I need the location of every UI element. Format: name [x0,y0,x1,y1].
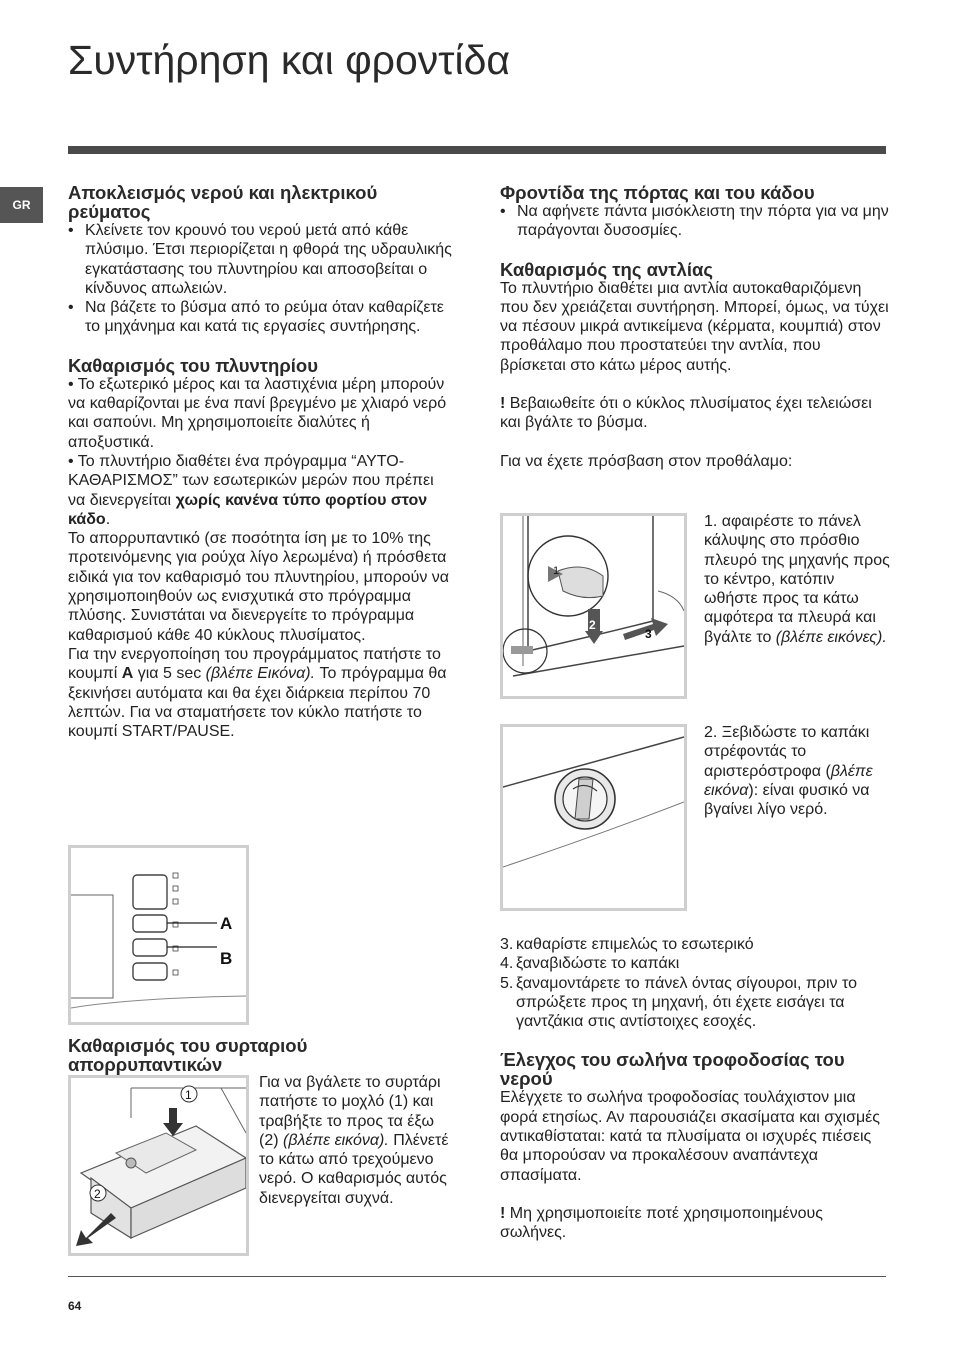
heading-water-power: Αποκλεισμός νερού και ηλεκτρικού ρεύματος [68,182,378,222]
detergent-drawer-figure [68,1075,249,1256]
list-item: 3. καθαρίστε επιμελώς το εσωτερικό [500,936,754,953]
pump-cap-figure [500,724,687,911]
list-item: 4. ξαναβιδώστε το καπάκι [500,955,680,973]
warning-icon: ! [500,1204,506,1222]
list-item: • Κλείνετε τον κρουνό του νερού μετά από κάθε πλύσιμο. Έτσι περιορίζεται η φθορά της υδραυλικής εγκατάστασης του πλυντηρίου και αποσοβείται ο κίνδυνος απωλειών. [68,221,453,298]
control-panel-illustration [71,848,246,1022]
page-title: Συντήρηση και φροντίδα [68,37,511,83]
callout-3: 3 [645,627,652,641]
list-item: • Να βάζετε το βύσμα από το ρεύμα όταν καθαρίζετε το μηχάνημα και κατά τις εργασίες συντήρησης. [68,298,453,337]
paragraph: Το πλυντήριο διαθέτει μια αντλία αυτοκαθαριζόμενη που δεν χρειάζεται συντήρηση. Μπορεί, όμως, να τύχει να πέσουν μικρά αντικείμενα (κέρματα, κουμπιά) στον προθάλαμο που προστατεύει την αντλία, που βρίσκεται στο κάτω μέρος αυτής. [500,279,889,374]
paragraph: Για να έχετε πρόσβαση στον προθάλαμο: [500,452,793,470]
paragraph: Το απορρυπαντικό (σε ποσότητα ίση με το 10% της προτεινόμενης για ρούχα λίγο λερωμένα) ή πρόσθετα ειδικά για τον καθαρισμό του πλυντηρίου, μπορούν να χρησιμοποιηθούν ως ενισχυτικά στο πρόγραμμα πλύσης. Συνιστάται να διενεργείτε το πρόγραμμα καθαρισμού κάθε 40 κύκλους πλυσίματος. [68,530,450,644]
left-column [68,183,453,741]
callout-1: 1 [185,1088,192,1102]
language-tab: GR [0,187,43,223]
page-number: 64 [68,1299,82,1313]
heading-pump-cleaning: Καθαρισμός της αντλίας [500,258,713,280]
pump-panel-illustration [503,516,684,696]
heading-machine-cleaning: Καθαρισμός του πλυντηρίου [68,354,319,376]
callout-2: 2 [589,618,596,632]
paragraph: • Το εξωτερικό μέρος και τα λαστιχένια μέρη μπορούν να καθαρίζονται με ένα πανί βρεγμένο με χλιαρό νερό και σαπούνι. Μη χρησιμοποιείτε διαλύτες ή αποξυστικά. [68,375,447,451]
pump-panel-figure [500,513,687,699]
callout-1: 1 [553,565,560,577]
label-b: B [220,949,233,968]
heading-hose-check: Έλεγχος του σωλήνα τροφοδοσίας του νερού [500,1049,845,1090]
warning-paragraph: ! Μη χρησιμοποιείτε ποτέ χρησιμοποιημένους σωλήνες. [500,1204,823,1242]
pump-step-2: 2. Ξεβιδώστε το καπάκι στρέφοντάς το αριστερόστροφα (βλέπε εικόνα): είναι φυσικό να βγαίνει λίγο νερό. [704,724,873,819]
control-panel-figure [68,845,249,1025]
drawer-text [259,1073,455,1208]
right-column [500,183,890,471]
pump-cap-illustration [503,727,684,908]
pump-step-1: 1. αφαιρέστε το πάνελ κάλυψης στο πρόσθιο πλευρό της μηχανής προς το κέντρο, κατόπιν ωθήστε προς τα κάτω αμφότερα τα πλευρά και βγάλτε το (βλέπε εικόνες). [704,513,890,646]
list-door-drum [500,202,890,241]
callout-2: 2 [94,1187,101,1201]
paragraph: Για να βγάλετε το συρτάρι πατήστε το μοχλό (1) και τραβήξτε το προς τα έξω (2) (βλέπε εικόνα). Πλένετέ το κάτω από τρεχούμενο νερό. Ο καθαρισμός αυτός διενεργείται συχνά. [259,1074,449,1207]
heading-drawer-cleaning: Καθαρισμός του συρταριού απορρυπαντικών [68,1035,308,1075]
label-a: A [220,914,233,933]
list-water-power [68,221,453,337]
right-column-lower [500,935,890,1243]
warning-paragraph: ! Βεβαιωθείτε ότι ο κύκλος πλυσίματος έχει τελειώσει και βγάλτε το βύσμα. [500,395,872,432]
detergent-drawer-illustration [71,1078,246,1253]
heading-door-drum: Φροντίδα της πόρτας και του κάδου [500,182,815,203]
paragraph: Για την ενεργοποίηση του προγράμματος πατήστε το κουμπί A για 5 sec (βλέπε Εικόνα). Το πρόγραμμα θα ξεκινήσει αυτόματα και θα έχει διάρκεια περίπου 70 λεπτών. Για να σταματήσετε τον κύκλο πατήστε το κουμπί START/PAUSE. [68,645,447,741]
title-rule [68,146,886,154]
warning-icon: ! [500,395,506,413]
pump-steps-list [500,935,890,1031]
footer-rule [68,1276,886,1277]
list-item: • Να αφήνετε πάντα μισόκλειστη την πόρτα για να μην παράγονται δυσοσμίες. [500,202,890,241]
paragraph: • Το πλυντήριο διαθέτει ένα πρόγραμμα “ΑΥΤΟ-ΚΑΘΑΡΙΣΜΟΣ” των εσωτερικών μερών που πρέπει να διενεργείται χωρίς κανένα τύπο φορτίου στον κάδο. [68,452,434,528]
list-item: 5. ξαναμοντάρετε το πάνελ όντας σίγουροι, πριν το σπρώξετε προς τη μηχανή, ότι έχετε εισάγει τα γαντζάκια στις αντίστοιχες εσοχές. [500,974,857,1031]
paragraph: Ελέγχετε το σωλήνα τροφοδοσίας τουλάχιστον μια φορά ετησίως. Αν παρουσιάζει σκασίματα και σχισμές αντικαθίσταται: κατά τα πλυσίματα οι ισχυρές πιέσεις θα μπορούσαν να προκαλέσουν αναπάντεχα σπασίματα. [500,1089,881,1184]
